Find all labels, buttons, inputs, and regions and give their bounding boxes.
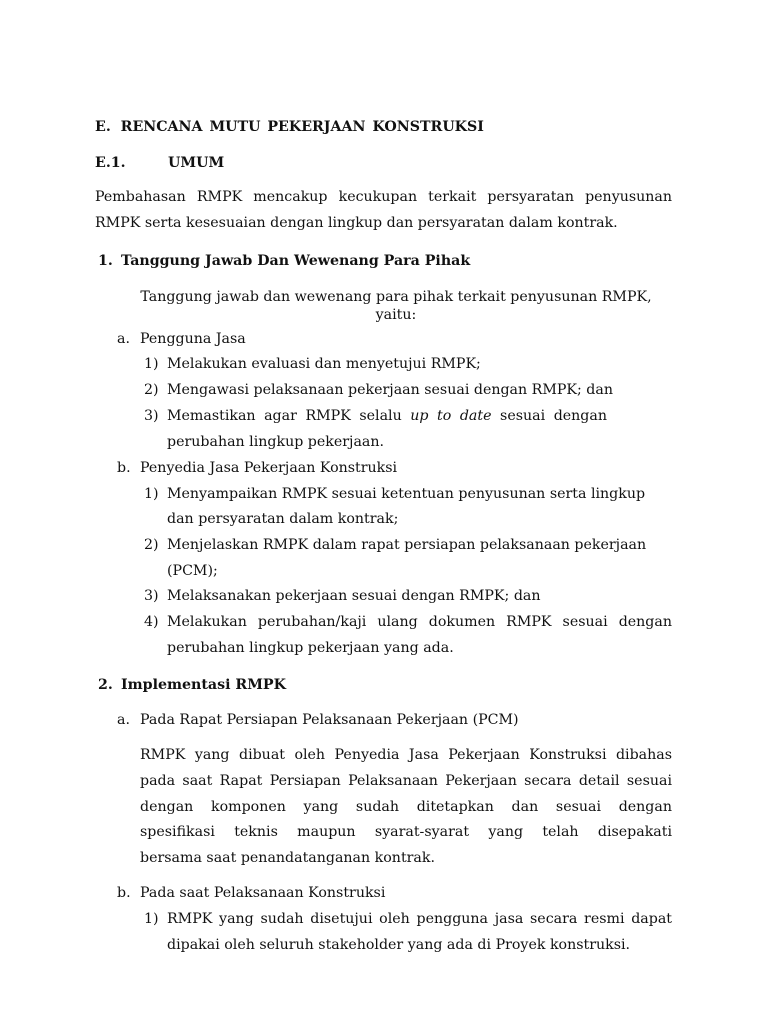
paragraph-line: pada saat Rapat Persiapan Pelaksanaan Pekerjaan secara detail sesuai (140, 773, 672, 789)
list-label-pengguna-jasa: Pengguna Jasa (140, 331, 246, 347)
item-emphasis: up to date (410, 408, 492, 424)
paragraph-line: bersama saat penandatanganan kontrak. (140, 850, 435, 866)
intro-line-1: Pembahasan RMPK mencakup kecukupan terkait persyaratan penyusunan (95, 189, 672, 205)
list-item-continuation: perubahan lingkup pekerjaan yang ada. (167, 640, 454, 656)
section1-number: 1. (98, 253, 113, 269)
heading-title: RENCANA MUTU PEKERJAAN KONSTRUKSI (120, 119, 484, 135)
item-text: sesuai dengan (500, 408, 607, 424)
item-number: 3) (144, 588, 159, 604)
item-number: 3) (144, 408, 159, 424)
list-item-continuation: (PCM); (167, 563, 218, 579)
list-marker-b: b. (117, 460, 131, 476)
list-item: Mengawasi pelaksanaan pekerjaan sesuai dengan RMPK; dan (167, 382, 613, 398)
section2-number: 2. (98, 677, 113, 693)
item-number: 1) (144, 356, 159, 372)
list-label-pcm: Pada Rapat Persiapan Pelaksanaan Pekerjaan (PCM) (140, 712, 519, 728)
section1-title: Tanggung Jawab Dan Wewenang Para Pihak (121, 253, 471, 269)
item-number: 1) (144, 911, 159, 927)
paragraph-line: spesifikasi teknis maupun syarat-syarat yang telah disepakati (140, 824, 672, 840)
paragraph-line: dengan komponen yang sudah ditetapkan dan sesuai dengan (140, 799, 672, 815)
section2-title: Implementasi RMPK (121, 677, 286, 693)
subheading-number: E.1. (95, 155, 126, 171)
list-label-pelaksanaan: Pada saat Pelaksanaan Konstruksi (140, 885, 386, 901)
list-marker-a: a. (117, 331, 130, 347)
heading-letter: E. (95, 119, 111, 135)
list-item: Melakukan perubahan/kaji ulang dokumen RMPK sesuai dengan (167, 614, 672, 630)
subheading-title: UMUM (168, 155, 225, 171)
list-marker-b: b. (117, 885, 131, 901)
item-number: 1) (144, 486, 159, 502)
section1-intro-line-2: yaitu: (375, 307, 417, 323)
list-item: Melakukan evaluasi dan menyetujui RMPK; (167, 356, 481, 372)
list-item: RMPK yang sudah disetujui oleh pengguna jasa secara resmi dapat (167, 911, 672, 927)
list-item-continuation: dan persyaratan dalam kontrak; (167, 511, 399, 527)
list-item: Melaksanakan pekerjaan sesuai dengan RMPK; dan (167, 588, 541, 604)
list-item-continuation: perubahan lingkup pekerjaan. (167, 434, 385, 450)
paragraph-line: RMPK yang dibuat oleh Penyedia Jasa Pekerjaan Konstruksi dibahas (140, 747, 672, 763)
list-item: Menjelaskan RMPK dalam rapat persiapan pelaksanaan pekerjaan (167, 537, 647, 553)
list-item (167, 407, 607, 425)
list-marker-a: a. (117, 712, 130, 728)
item-number: 4) (144, 614, 159, 630)
section1-intro-line-1: Tanggung jawab dan wewenang para pihak terkait penyusunan RMPK, (140, 289, 652, 305)
list-item-continuation: dipakai oleh seluruh stakeholder yang ada di Proyek konstruksi. (167, 937, 631, 953)
section-heading (95, 118, 484, 136)
item-number: 2) (144, 537, 159, 553)
list-item: Menyampaikan RMPK sesuai ketentuan penyusunan serta lingkup (167, 486, 646, 502)
list-label-penyedia-jasa: Penyedia Jasa Pekerjaan Konstruksi (140, 460, 398, 476)
item-text: Memastikan agar RMPK selalu (167, 408, 402, 424)
item-number: 2) (144, 382, 159, 398)
intro-line-2: RMPK serta kesesuaian dengan lingkup dan persyaratan dalam kontrak. (95, 215, 618, 231)
